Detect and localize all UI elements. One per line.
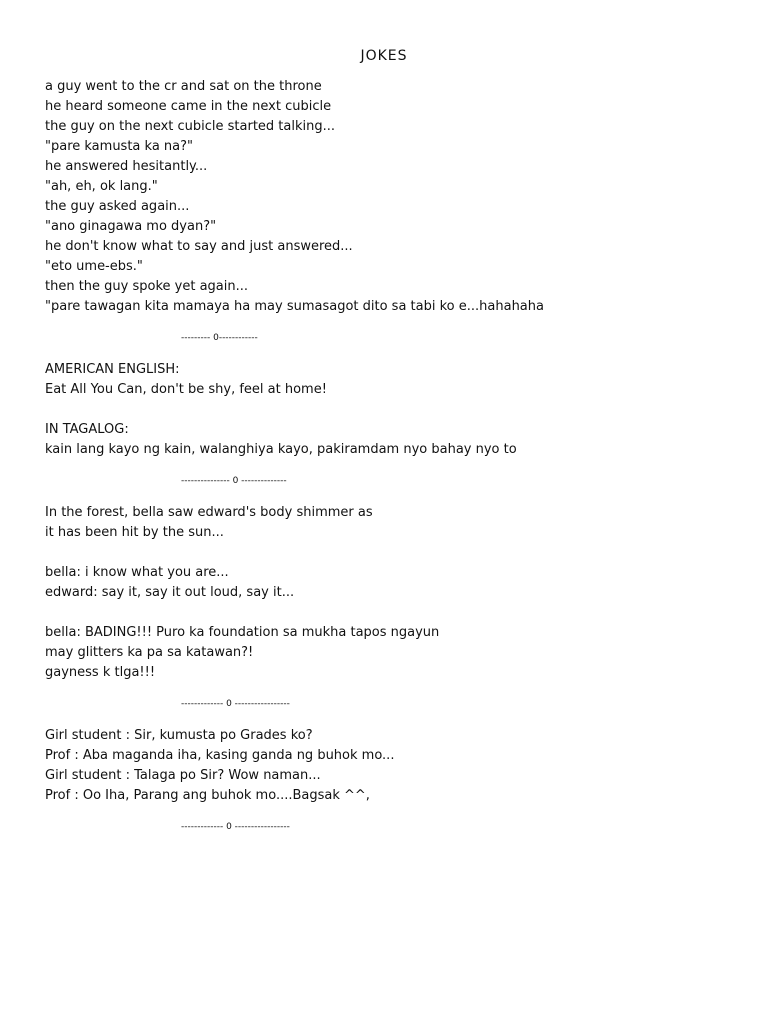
joke-line: In the forest, bella saw edward's body shimmer as: [45, 505, 373, 520]
section-divider: ------------- 0 -----------------: [181, 822, 290, 832]
joke-line: the guy on the next cubicle started talking...: [45, 119, 336, 134]
joke-line: bella: i know what you are...: [45, 565, 229, 580]
joke-line: then the guy spoke yet again...: [45, 279, 249, 294]
joke-line: he don't know what to say and just answered...: [45, 239, 353, 254]
joke-line: "pare kamusta ka na?": [45, 139, 194, 154]
joke-line: "ano ginagawa mo dyan?": [45, 219, 217, 234]
joke-line: he heard someone came in the next cubicle: [45, 99, 332, 114]
joke-line: a guy went to the cr and sat on the throne: [45, 79, 322, 94]
joke-line: may glitters ka pa sa katawan?!: [45, 645, 254, 660]
section-divider: --------- 0------------: [181, 333, 258, 343]
section-divider: --------------- 0 --------------: [181, 476, 287, 486]
joke-line: Girl student : Talaga po Sir? Wow naman...: [45, 768, 321, 783]
joke-1: [45, 77, 745, 317]
joke-3: [45, 503, 745, 683]
joke-line: "eto ume-ebs.": [45, 259, 143, 274]
joke-line: [45, 400, 745, 420]
joke-line: edward: say it, say it out loud, say it...: [45, 585, 295, 600]
joke-line: bella: BADING!!! Puro ka foundation sa mukha tapos ngayun: [45, 625, 440, 640]
joke-line: Eat All You Can, don't be shy, feel at home!: [45, 382, 327, 397]
joke-line: kain lang kayo ng kain, walanghiya kayo, pakiramdam nyo bahay nyo to: [45, 442, 517, 457]
joke-line: gayness k tlga!!!: [45, 665, 156, 680]
joke-line: [45, 603, 745, 623]
joke-line: it has been hit by the sun...: [45, 525, 224, 540]
joke-line: "ah, eh, ok lang.": [45, 179, 158, 194]
joke-line: IN TAGALOG:: [45, 422, 129, 437]
joke-4: [45, 726, 745, 806]
joke-line: the guy asked again...: [45, 199, 190, 214]
joke-line: Girl student : Sir, kumusta po Grades ko?: [45, 728, 313, 743]
joke-line: Prof : Aba maganda iha, kasing ganda ng buhok mo...: [45, 748, 395, 763]
joke-line: he answered hesitantly...: [45, 159, 208, 174]
joke-line: [45, 543, 745, 563]
section-divider: ------------- 0 -----------------: [181, 699, 290, 709]
joke-line: "pare tawagan kita mamaya ha may sumasagot dito sa tabi ko e...hahahaha: [45, 299, 544, 314]
joke-2: [45, 360, 745, 460]
page-title: JOKES: [360, 48, 408, 64]
joke-line: AMERICAN ENGLISH:: [45, 362, 180, 377]
joke-line: Prof : Oo Iha, Parang ang buhok mo....Bagsak ^^,: [45, 788, 370, 803]
